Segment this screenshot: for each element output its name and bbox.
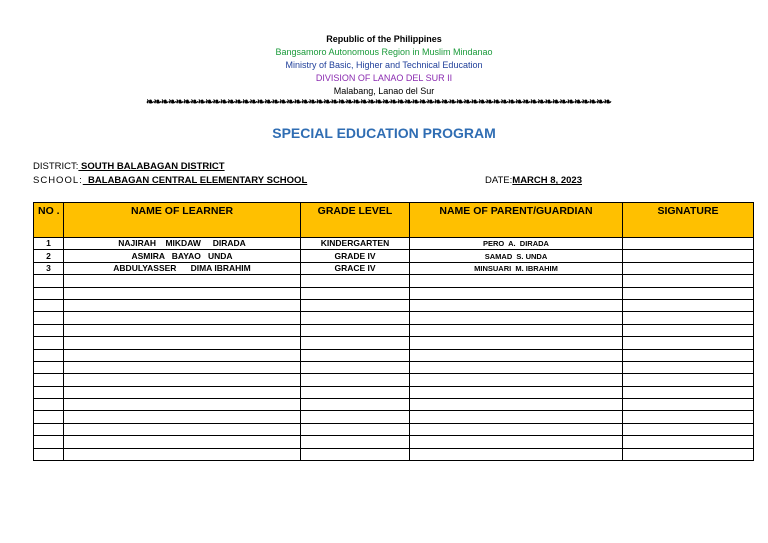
cell-grade	[301, 312, 410, 324]
header-division: DIVISION OF LANAO DEL SUR II	[315, 73, 453, 83]
header-region: Bangsamoro Autonomous Region in Muslim Mindanao	[275, 47, 493, 57]
school-line	[33, 175, 307, 187]
cell-parent: MINSUARI M. IBRAHIM	[410, 262, 623, 274]
cell-no	[34, 436, 64, 448]
col-header-signature: SIGNATURE	[623, 203, 754, 238]
cell-grade	[301, 287, 410, 299]
cell-signature	[623, 287, 754, 299]
cell-signature	[623, 299, 754, 311]
cell-signature	[623, 275, 754, 287]
table-row	[34, 299, 754, 311]
col-header-grade: GRADE LEVEL	[301, 203, 410, 238]
cell-learner	[64, 386, 301, 398]
cell-no	[34, 349, 64, 361]
cell-learner	[64, 337, 301, 349]
table-row	[34, 374, 754, 386]
table-row	[34, 423, 754, 435]
cell-grade	[301, 361, 410, 373]
cell-learner: NAJIRAH MIKDAW DIRADA	[64, 238, 301, 250]
cell-parent	[410, 448, 623, 460]
table-row	[34, 275, 754, 287]
cell-no	[34, 411, 64, 423]
table-row	[34, 399, 754, 411]
cell-learner	[64, 287, 301, 299]
table-row	[34, 238, 754, 250]
cell-no	[34, 312, 64, 324]
cell-no	[34, 448, 64, 460]
cell-signature	[623, 349, 754, 361]
cell-grade: GRACE IV	[301, 262, 410, 274]
cell-signature	[623, 411, 754, 423]
cell-signature	[623, 361, 754, 373]
table-row	[34, 361, 754, 373]
cell-grade	[301, 436, 410, 448]
cell-learner	[64, 411, 301, 423]
cell-signature	[623, 250, 754, 262]
cell-parent: PERO A. DIRADA	[410, 238, 623, 250]
cell-grade	[301, 324, 410, 336]
cell-grade	[301, 275, 410, 287]
table-row	[34, 287, 754, 299]
cell-learner	[64, 299, 301, 311]
cell-parent	[410, 324, 623, 336]
cell-no	[34, 287, 64, 299]
cell-grade	[301, 337, 410, 349]
table-row	[34, 349, 754, 361]
cell-parent	[410, 299, 623, 311]
cell-signature	[623, 312, 754, 324]
cell-parent	[410, 312, 623, 324]
learner-table	[33, 202, 754, 461]
date-line	[485, 175, 582, 187]
table-row	[34, 324, 754, 336]
cell-grade	[301, 423, 410, 435]
cell-parent	[410, 374, 623, 386]
cell-parent	[410, 423, 623, 435]
cell-grade	[301, 448, 410, 460]
cell-no	[34, 423, 64, 435]
table-row	[34, 312, 754, 324]
header-location: Malabang, Lanao del Sur	[333, 86, 435, 96]
col-header-parent: NAME OF PARENT/GUARDIAN	[410, 203, 623, 238]
page-title: SPECIAL EDUCATION PROGRAM	[272, 125, 496, 141]
cell-grade	[301, 399, 410, 411]
cell-no: 2	[34, 250, 64, 262]
cell-learner: ASMIRA BAYAO UNDA	[64, 250, 301, 262]
cell-parent	[410, 275, 623, 287]
school-label: SCHOOL:	[33, 175, 83, 186]
cell-signature	[623, 324, 754, 336]
cell-signature	[623, 386, 754, 398]
cell-grade	[301, 349, 410, 361]
cell-no	[34, 275, 64, 287]
cell-no	[34, 399, 64, 411]
cell-no	[34, 386, 64, 398]
cell-learner	[64, 361, 301, 373]
col-header-learner: NAME OF LEARNER	[64, 203, 301, 238]
col-header-no: NO .	[34, 203, 64, 238]
table-row	[34, 411, 754, 423]
district-value: SOUTH BALABAGAN DISTRICT	[78, 161, 225, 172]
cell-parent	[410, 399, 623, 411]
date-label: DATE:	[485, 175, 513, 186]
school-value: BALABAGAN CENTRAL ELEMENTARY SCHOOL	[82, 175, 308, 186]
cell-no	[34, 299, 64, 311]
cell-signature	[623, 374, 754, 386]
cell-learner: ABDULYASSER DIMA IBRAHIM	[64, 262, 301, 274]
cell-grade	[301, 411, 410, 423]
cell-no	[34, 337, 64, 349]
cell-signature	[623, 337, 754, 349]
cell-parent	[410, 337, 623, 349]
cell-parent	[410, 287, 623, 299]
cell-learner	[64, 324, 301, 336]
cell-parent	[410, 411, 623, 423]
table-row	[34, 448, 754, 460]
cell-grade	[301, 374, 410, 386]
cell-no: 3	[34, 262, 64, 274]
cell-grade: GRADE IV	[301, 250, 410, 262]
table-row	[34, 262, 754, 274]
cell-no	[34, 361, 64, 373]
cell-grade	[301, 386, 410, 398]
cell-signature	[623, 436, 754, 448]
date-value: MARCH 8, 2023	[512, 175, 582, 186]
table-row	[34, 250, 754, 262]
cell-learner	[64, 423, 301, 435]
cell-parent: SAMAD S. UNDA	[410, 250, 623, 262]
cell-signature	[623, 262, 754, 274]
cell-no	[34, 374, 64, 386]
cell-signature	[623, 423, 754, 435]
cell-learner	[64, 399, 301, 411]
district-label: DISTRICT:	[33, 161, 79, 172]
cell-parent	[410, 436, 623, 448]
district-line	[33, 161, 225, 173]
cell-signature	[623, 448, 754, 460]
cell-parent	[410, 361, 623, 373]
cell-learner	[64, 448, 301, 460]
cell-parent	[410, 386, 623, 398]
header-republic: Republic of the Philippines	[326, 34, 442, 44]
cell-learner	[64, 275, 301, 287]
header-ministry: Ministry of Basic, Higher and Technical Education	[285, 60, 483, 70]
cell-learner	[64, 312, 301, 324]
table-row	[34, 337, 754, 349]
table-row	[34, 436, 754, 448]
cell-no	[34, 324, 64, 336]
table-row	[34, 386, 754, 398]
cell-grade	[301, 299, 410, 311]
ornamental-divider: ❧❧❧❧❧❧❧❧❧❧❧❧❧❧❧❧❧❧❧❧❧❧❧❧❧❧❧❧❧❧❧❧❧❧❧❧❧❧❧❧❧❧❧❧❧❧❧❧❧❧❧❧❧❧❧❧❧❧❧❧❧❧❧	[146, 97, 611, 108]
cell-learner	[64, 349, 301, 361]
cell-signature	[623, 238, 754, 250]
cell-signature	[623, 399, 754, 411]
cell-parent	[410, 349, 623, 361]
cell-grade: KINDERGARTEN	[301, 238, 410, 250]
cell-learner	[64, 374, 301, 386]
cell-learner	[64, 436, 301, 448]
cell-no: 1	[34, 238, 64, 250]
table-header-row	[34, 203, 754, 238]
